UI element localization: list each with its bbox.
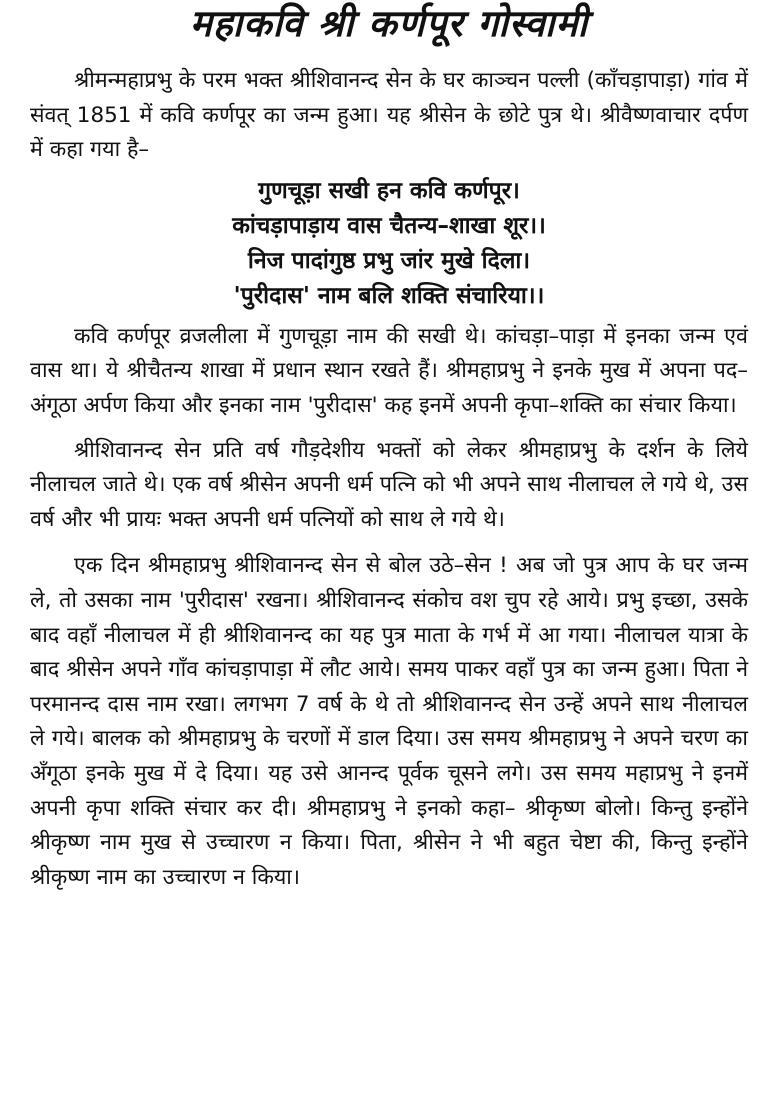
page-title: महाकवि श्री कर्णपूर गोस्वामी <box>189 2 589 45</box>
verse-line: निज पादांगुष्ठ प्रभु जांर मुखे दिला। <box>247 247 531 274</box>
verse-line: कांचड़ापाड़ाय वास चैतन्य–शाखा शूर।। <box>232 212 546 239</box>
verse-line: गुणचूड़ा सखी हन कवि कर्णपूर। <box>258 177 520 204</box>
paragraph-vrajlila: कवि कर्णपूर व्रजलीला में गुणचूड़ा नाम की सखी थे। कांचड़ा–पाड़ा में इनका जन्म एवं वास था। ये श्रीचैतन्य शाखा में प्रधान स्थान रखते हैं। श्रीमहाप्रभु ने इनके मुख में अपना पद–अंगूठा अर्पण किया और इनका नाम 'पुरीदास' कह इनमें अपनी कृपा–शक्ति का संचार किया। <box>30 323 748 418</box>
paragraph-puridas-story: एक दिन श्रीमहाप्रभु श्रीशिवानन्द सेन से बोल उठे–सेन ! अब जो पुत्र आप के घर जन्म ले, तो उसका नाम 'पुरीदास' रखना। श्रीशिवानन्द संकोच वश चुप रहे आये। प्रभु इच्छा, उसके बाद वहाँ नीलाचल में ही श्रीशिवानन्द का यह पुत्र माता के गर्भ में आ गया। नीलाचल यात्रा के बाद श्रीसेन अपने गाँव कांचड़ापाड़ा में लौट आये। समय पाकर वहाँ पुत्र का जन्म हुआ। पिता ने परमानन्द दास नाम रखा। लगभग 7 वर्ष के थे तो श्रीशिवानन्द सेन उन्हें अपने साथ नीलाचल ले गये। बालक को श्रीमहाप्रभु के चरणों में डाल दिया। उस समय श्रीमहाप्रभु ने अपने चरण का अँगूठा इनके मुख में दे दिया। यह उसे आनन्द पूर्वक चूसने लगे। उस समय महाप्रभु ने इनमें अपनी कृपा शक्ति संचार कर दी। श्रीमहाप्रभु ने इनको कहा– श्रीकृष्ण बोलो। किन्तु इन्होंने श्रीकृष्ण नाम मुख से उच्चारण न किया। पिता, श्रीसेन ने भी बहुत चेष्टा की, किन्तु इन्होंने श्रीकृष्ण नाम का उच्चारण न किया। <box>30 553 748 890</box>
verse-line: 'पुरीदास' नाम बलि शक्ति संचारिया।। <box>233 282 545 309</box>
paragraph-birth: श्रीमन्महाप्रभु के परम भक्त श्रीशिवानन्द सेन के घर काञ्चन पल्ली (काँचड़ापाड़ा) गांव में संवत् 1851 में कवि कर्णपूर का जन्म हुआ। यह श्रीसेन के छोटे पुत्र थे। श्रीवैष्णवाचार दर्पण में कहा गया है– <box>30 68 748 163</box>
document-page <box>30 0 748 1108</box>
verse-block <box>30 174 748 314</box>
paragraph-nilachal-journey: श्रीशिवानन्द सेन प्रति वर्ष गौड़देशीय भक्तों को लेकर श्रीमहाप्रभु के दर्शन के लिये नीलाचल जाते थे। एक वर्ष श्रीसेन अपनी धर्म पत्नि को भी अपने साथ नीलाचल ले गये थे, उस वर्ष और भी प्रायः भक्त अपनी धर्म पत्नियों को साथ ले गये थे। <box>30 437 748 532</box>
